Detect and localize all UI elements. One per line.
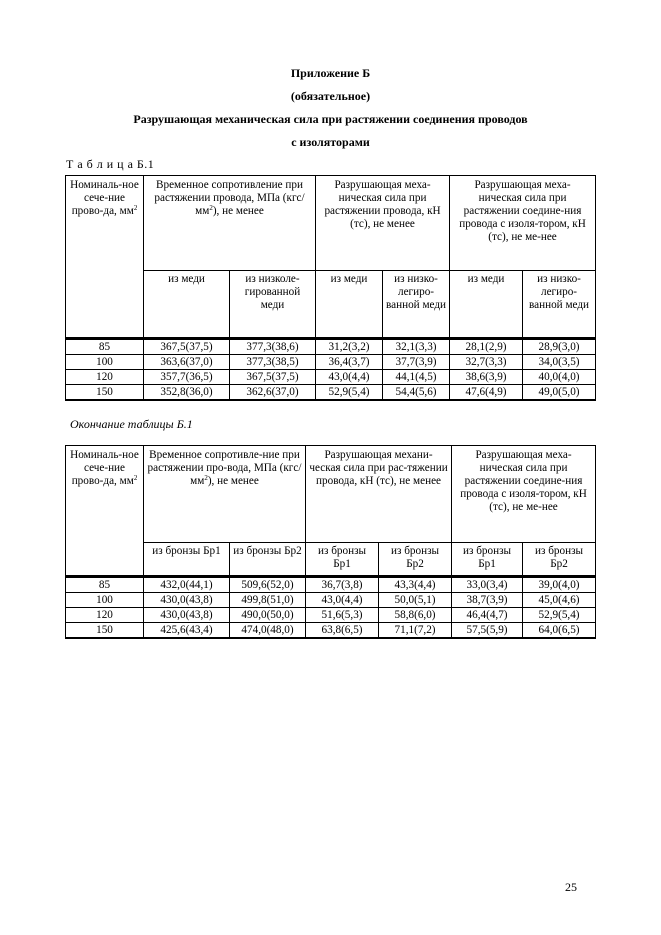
table-cell: 39,0(4,0) [523, 577, 596, 593]
table-cell: 45,0(4,6) [523, 593, 596, 608]
table-cell: 432,0(44,1) [144, 577, 230, 593]
table-cell: 367,5(37,5) [230, 370, 316, 385]
table-cell: 43,0(4,4) [316, 370, 383, 385]
table-cell: 499,8(51,0) [230, 593, 306, 608]
table-cell: 64,0(6,5) [523, 623, 596, 639]
table2-subheader: из бронзы Бр2 [230, 542, 306, 576]
table-cell: 150 [66, 623, 144, 639]
table-cell: 357,7(36,5) [144, 370, 230, 385]
table-cell: 85 [66, 577, 144, 593]
table2-subheader: из бронзы Бр1 [306, 542, 379, 576]
table1-subheader: из низколе-гированной меди [230, 271, 316, 339]
table-cell: 150 [66, 385, 144, 401]
table-cell: 85 [66, 339, 144, 355]
page-number: 25 [565, 880, 577, 894]
appendix-title: Приложение Б [290, 66, 371, 80]
table-row [66, 355, 596, 370]
table1-subheader: из меди [316, 271, 383, 339]
table-cell: 28,9(3,0) [523, 339, 596, 355]
table-cell: 377,3(38,6) [230, 339, 316, 355]
table1-subheader: из меди [144, 271, 230, 339]
table-cell: 31,2(3,2) [316, 339, 383, 355]
table-cell: 46,4(4,7) [452, 608, 523, 623]
table2-subheader: из бронзы Бр1 [144, 542, 230, 576]
table-cell: 100 [66, 355, 144, 370]
table-row [66, 608, 596, 623]
table-cell: 52,9(5,4) [316, 385, 383, 401]
table2-subheader: из бронзы Бр1 [452, 542, 523, 576]
table-cell: 425,6(43,4) [144, 623, 230, 639]
table2-header-group3: Разрушающая меха-ническая сила при растяжении соедине-ния провода с изоля-тором, кН (тс), не ме-нее [452, 446, 596, 543]
table-cell: 38,6(3,9) [450, 370, 523, 385]
table-cell: 362,6(37,0) [230, 385, 316, 401]
table-cell: 37,7(3,9) [383, 355, 450, 370]
table-cell: 33,0(3,4) [452, 577, 523, 593]
table-row [66, 370, 596, 385]
appendix-status: (обязательное) [290, 89, 371, 103]
table-cell: 71,1(7,2) [379, 623, 452, 639]
table-cell: 120 [66, 608, 144, 623]
table2-header-group1: Временное сопротивле-ние при растяжении про-вода, МПа $(кгс/мм^2)$, не менее [144, 446, 306, 543]
table1-subheader: из низко-легиро-ванной меди [523, 271, 596, 339]
table-cell: 54,4(5,6) [383, 385, 450, 401]
table-cell: 430,0(43,8) [144, 608, 230, 623]
table-cell: 57,5(5,9) [452, 623, 523, 639]
table-cell: 100 [66, 593, 144, 608]
table-cell: 38,7(3,9) [452, 593, 523, 608]
table-cell: 32,7(3,3) [450, 355, 523, 370]
table-cell: 36,7(3,8) [306, 577, 379, 593]
table2-header-row [66, 446, 596, 543]
table-row [66, 385, 596, 401]
table1-header-group1: Временное сопротивление при растяжении провода, МПа $(кгс/мм^2)$, не менее [144, 176, 316, 271]
table-cell: 40,0(4,0) [523, 370, 596, 385]
table-row [66, 593, 596, 608]
table1-caption: Т а б л и ц а Б.1 [66, 157, 155, 171]
table-cell: 43,0(4,4) [306, 593, 379, 608]
table-cell: 28,1(2,9) [450, 339, 523, 355]
table-cell: 44,1(4,5) [383, 370, 450, 385]
table-cell: 367,5(37,5) [144, 339, 230, 355]
table-cell: 430,0(43,8) [144, 593, 230, 608]
table-cell: 47,6(4,9) [450, 385, 523, 401]
table-row [66, 623, 596, 639]
table1 [65, 175, 596, 401]
table-row [66, 577, 596, 593]
table1-header-group3: Разрушающая меха-ническая сила при растяжении соедине-ния провода с изоля-тором, кН (тс), не ме-нее [450, 176, 596, 271]
table1-header-section: Номиналь-ное сече-ние прово-да, $мм^2$ [66, 176, 144, 339]
table-cell: 363,6(37,0) [144, 355, 230, 370]
table-row [66, 339, 596, 355]
table2-header-section: Номиналь-ное сече-ние прово-да, $мм^2$ [66, 446, 144, 577]
appendix-subject-line2: с изоляторами [291, 135, 370, 149]
table1-subheader: из меди [450, 271, 523, 339]
table-cell: 50,0(5,1) [379, 593, 452, 608]
table-cell: 352,8(36,0) [144, 385, 230, 401]
table2-header-group2: Разрушающая механи-ческая сила при рас-тяжении провода, кН (тс), не менее [306, 446, 452, 543]
table2-subheader: из бронзы Бр2 [379, 542, 452, 576]
table1-subheader-row [66, 271, 596, 339]
table2 [65, 445, 596, 639]
table-cell: 377,3(38,5) [230, 355, 316, 370]
table1-subheader: из низко-легиро-ванной меди [383, 271, 450, 339]
table-cell: 34,0(3,5) [523, 355, 596, 370]
table2-subheader: из бронзы Бр2 [523, 542, 596, 576]
table-cell: 36,4(3,7) [316, 355, 383, 370]
table2-caption: Окончание таблицы Б.1 [70, 417, 193, 431]
table-cell: 32,1(3,3) [383, 339, 450, 355]
table-cell: 58,8(6,0) [379, 608, 452, 623]
table-cell: 490,0(50,0) [230, 608, 306, 623]
table-cell: 49,0(5,0) [523, 385, 596, 401]
table-cell: 52,9(5,4) [523, 608, 596, 623]
table-cell: 43,3(4,4) [379, 577, 452, 593]
table-cell: 51,6(5,3) [306, 608, 379, 623]
appendix-subject-line1: Разрушающая механическая сила при растяжении соединения проводов [133, 112, 528, 126]
table1-header-row [66, 176, 596, 271]
table-cell: 63,8(6,5) [306, 623, 379, 639]
table-cell: 509,6(52,0) [230, 577, 306, 593]
table-cell: 120 [66, 370, 144, 385]
table-cell: 474,0(48,0) [230, 623, 306, 639]
table2-subheader-row [66, 542, 596, 576]
table1-header-group2: Разрушающая меха-ническая сила при растяжении провода, кН (тс), не менее [316, 176, 450, 271]
